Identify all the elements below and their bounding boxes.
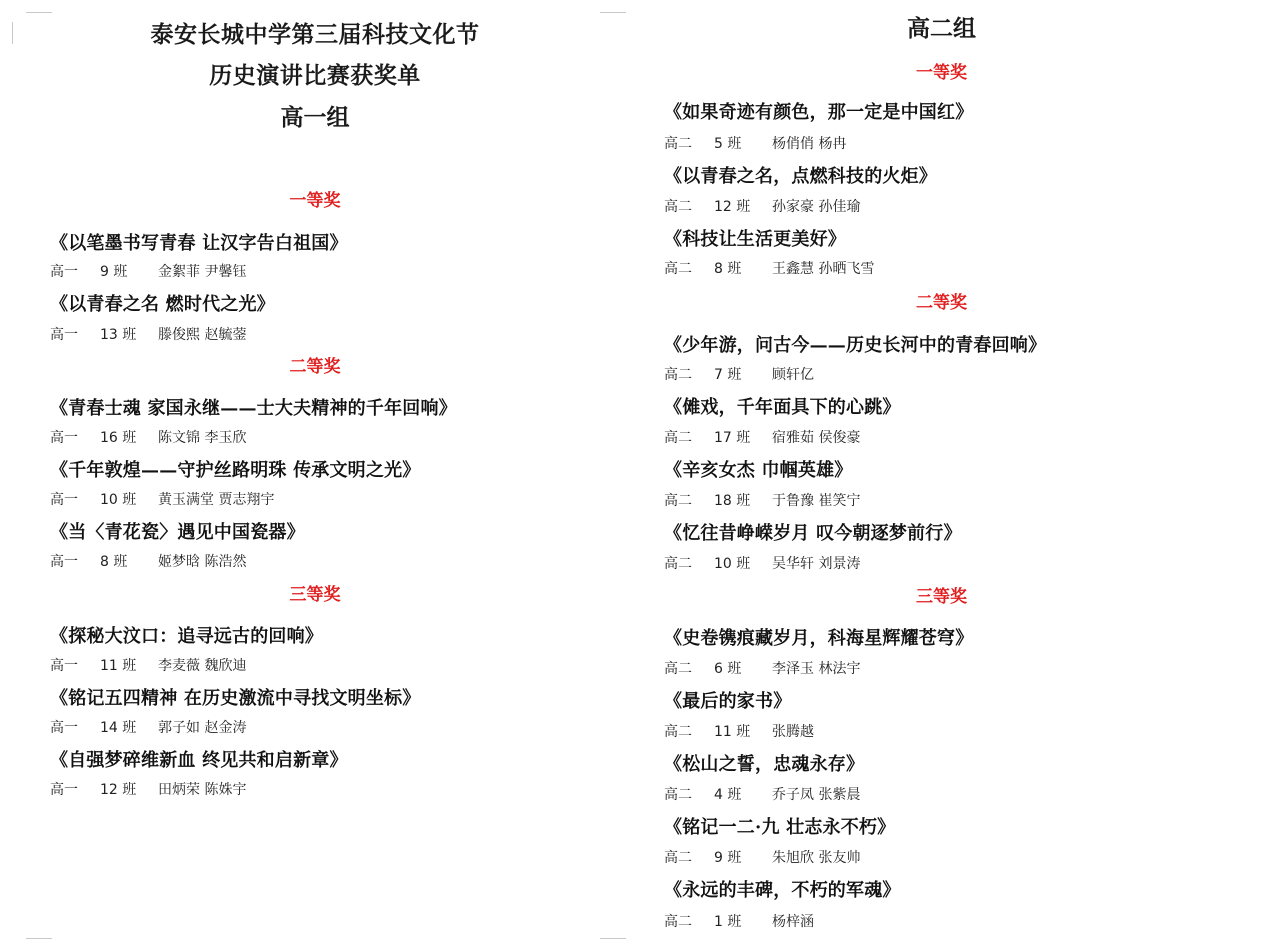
entry-names: 杨俏俏 杨冉 (772, 136, 847, 152)
entry-names: 吴华轩 刘景涛 (772, 556, 861, 572)
entry-names: 宿雅茹 侯俊豪 (772, 430, 861, 446)
entry-title: 《如果奇迹有颜色，那一定是中国红》 (664, 102, 974, 123)
entry-title: 《傩戏，千年面具下的心跳》 (664, 397, 901, 418)
prize-heading: 二等奖 (916, 293, 967, 313)
entry-info (664, 847, 860, 867)
entry-title: 《以笔墨书写青春 让汉字告白祖国》 (50, 233, 348, 254)
entry-grade: 高二 (664, 787, 692, 803)
entry-info (664, 133, 846, 153)
entry-names: 朱旭欣 张友帅 (772, 850, 861, 866)
entry-title: 《千年敦煌——守护丝路明珠 传承文明之光》 (50, 460, 421, 481)
entry-title: 《以青春之名，点燃科技的火炬》 (664, 166, 937, 187)
entry-grade: 高二 (664, 850, 692, 866)
entry-grade: 高二 (664, 493, 692, 509)
prize-heading: 一等奖 (916, 63, 967, 83)
entry-class: 17 班 (714, 430, 751, 446)
entry-class: 8 班 (100, 554, 128, 570)
entry-info (664, 196, 860, 216)
entry-info (664, 911, 814, 931)
entry-info (50, 551, 246, 571)
entry-title: 《自强梦碎维新血 终见共和启新章》 (50, 750, 348, 771)
entry-info (50, 324, 246, 344)
entry-class: 10 班 (714, 556, 751, 572)
entry-class: 9 班 (100, 264, 128, 280)
corner-mark (600, 12, 626, 13)
entry-names: 王鑫慧 孙晒飞雪 (772, 261, 875, 277)
entry-class: 12 班 (714, 199, 751, 215)
prize-heading: 三等奖 (289, 585, 341, 605)
entry-grade: 高二 (664, 556, 692, 572)
entry-info (664, 490, 860, 510)
corner-mark (26, 938, 52, 939)
entry-names: 顾轩亿 (772, 367, 814, 383)
entry-class: 9 班 (714, 850, 742, 866)
entry-grade: 高二 (664, 199, 692, 215)
entry-title: 《史卷镌痕藏岁月，科海星辉耀苍穹》 (664, 628, 974, 649)
entry-title: 《辛亥女杰 巾帼英雄》 (664, 460, 853, 481)
entry-info (664, 721, 814, 741)
entry-class: 1 班 (714, 914, 742, 930)
entry-class: 16 班 (100, 430, 137, 446)
entry-grade: 高二 (664, 367, 692, 383)
entry-class: 6 班 (714, 661, 742, 677)
right-page (634, 0, 1267, 950)
entry-class: 10 班 (100, 492, 137, 508)
entry-title: 《当〈青花瓷〉遇见中国瓷器》 (50, 522, 305, 543)
entry-grade: 高二 (664, 661, 692, 677)
entry-grade: 高二 (664, 430, 692, 446)
entry-grade: 高一 (50, 492, 78, 508)
entry-title: 《铭记一二·九 壮志永不朽》 (664, 817, 896, 838)
entry-title: 《以青春之名 燃时代之光》 (50, 294, 275, 315)
entry-title: 《探秘大汶口：追寻远古的回响》 (50, 626, 323, 647)
entry-info (664, 427, 860, 447)
entry-title: 《青春士魂 家国永继——士大夫精神的千年回响》 (50, 398, 457, 419)
entry-names: 金絮菲 尹馨钰 (158, 264, 247, 280)
entry-class: 11 班 (714, 724, 751, 740)
group-title: 高一组 (280, 104, 350, 131)
left-page (0, 0, 630, 950)
entry-grade: 高一 (50, 264, 78, 280)
entry-names: 张腾越 (772, 724, 814, 740)
entry-class: 7 班 (714, 367, 742, 383)
entry-names: 郭子如 赵金涛 (158, 720, 247, 736)
entry-info (664, 553, 860, 573)
entry-info (50, 489, 274, 509)
corner-mark (26, 12, 52, 13)
entry-info (50, 655, 246, 675)
entry-grade: 高一 (50, 327, 78, 343)
entry-names: 姬梦晗 陈浩然 (158, 554, 247, 570)
entry-title: 《少年游，问古今——历史长河中的青春回响》 (664, 335, 1047, 356)
entry-info (664, 658, 860, 678)
entry-grade: 高一 (50, 720, 78, 736)
entry-title: 《最后的家书》 (664, 691, 792, 712)
entry-class: 14 班 (100, 720, 137, 736)
entry-grade: 高一 (50, 554, 78, 570)
entry-title: 《永远的丰碑，不朽的军魂》 (664, 880, 901, 901)
entry-info (664, 258, 874, 278)
entry-grade: 高二 (664, 136, 692, 152)
entry-title: 《松山之誓，忠魂永存》 (664, 754, 865, 775)
entry-grade: 高一 (50, 782, 78, 798)
entry-class: 13 班 (100, 327, 137, 343)
entry-info (664, 784, 860, 804)
entry-class: 8 班 (714, 261, 742, 277)
entry-title: 《忆往昔峥嵘岁月 叹今朝逐梦前行》 (664, 523, 962, 544)
entry-class: 4 班 (714, 787, 742, 803)
entry-names: 杨梓涵 (772, 914, 814, 930)
prize-heading: 二等奖 (289, 357, 341, 377)
entry-names: 田炳荣 陈姝宇 (158, 782, 247, 798)
entry-grade: 高一 (50, 658, 78, 674)
entry-class: 12 班 (100, 782, 137, 798)
entry-class: 5 班 (714, 136, 742, 152)
entry-class: 11 班 (100, 658, 137, 674)
group-title: 高二组 (907, 15, 976, 42)
entry-names: 滕俊熙 赵毓蓥 (158, 327, 247, 343)
entry-title: 《铭记五四精神 在历史激流中寻找文明坐标》 (50, 688, 421, 709)
entry-info (50, 779, 246, 799)
entry-info (664, 364, 814, 384)
entry-grade: 高二 (664, 724, 692, 740)
entry-names: 陈文锦 李玉欣 (158, 430, 247, 446)
entry-names: 乔子凤 张紫晨 (772, 787, 861, 803)
entry-names: 黄玉满堂 贾志翔宇 (158, 492, 275, 508)
entry-names: 李泽玉 林法宇 (772, 661, 861, 677)
entry-names: 于鲁豫 崔笑宁 (772, 493, 861, 509)
entry-names: 李麦薇 魏欣迪 (158, 658, 247, 674)
document-title: 泰安长城中学第三届科技文化节 (150, 21, 480, 48)
entry-info (50, 261, 246, 281)
prize-heading: 一等奖 (289, 191, 341, 211)
prize-heading: 三等奖 (916, 587, 967, 607)
entry-grade: 高二 (664, 914, 692, 930)
document-subtitle: 历史演讲比赛获奖单 (209, 62, 421, 89)
entry-title: 《科技让生活更美好》 (664, 229, 846, 250)
corner-mark (600, 938, 626, 939)
entry-class: 18 班 (714, 493, 751, 509)
entry-grade: 高二 (664, 261, 692, 277)
entry-names: 孙家豪 孙佳瑜 (772, 199, 861, 215)
entry-grade: 高一 (50, 430, 78, 446)
entry-info (50, 427, 246, 447)
entry-info (50, 717, 246, 737)
